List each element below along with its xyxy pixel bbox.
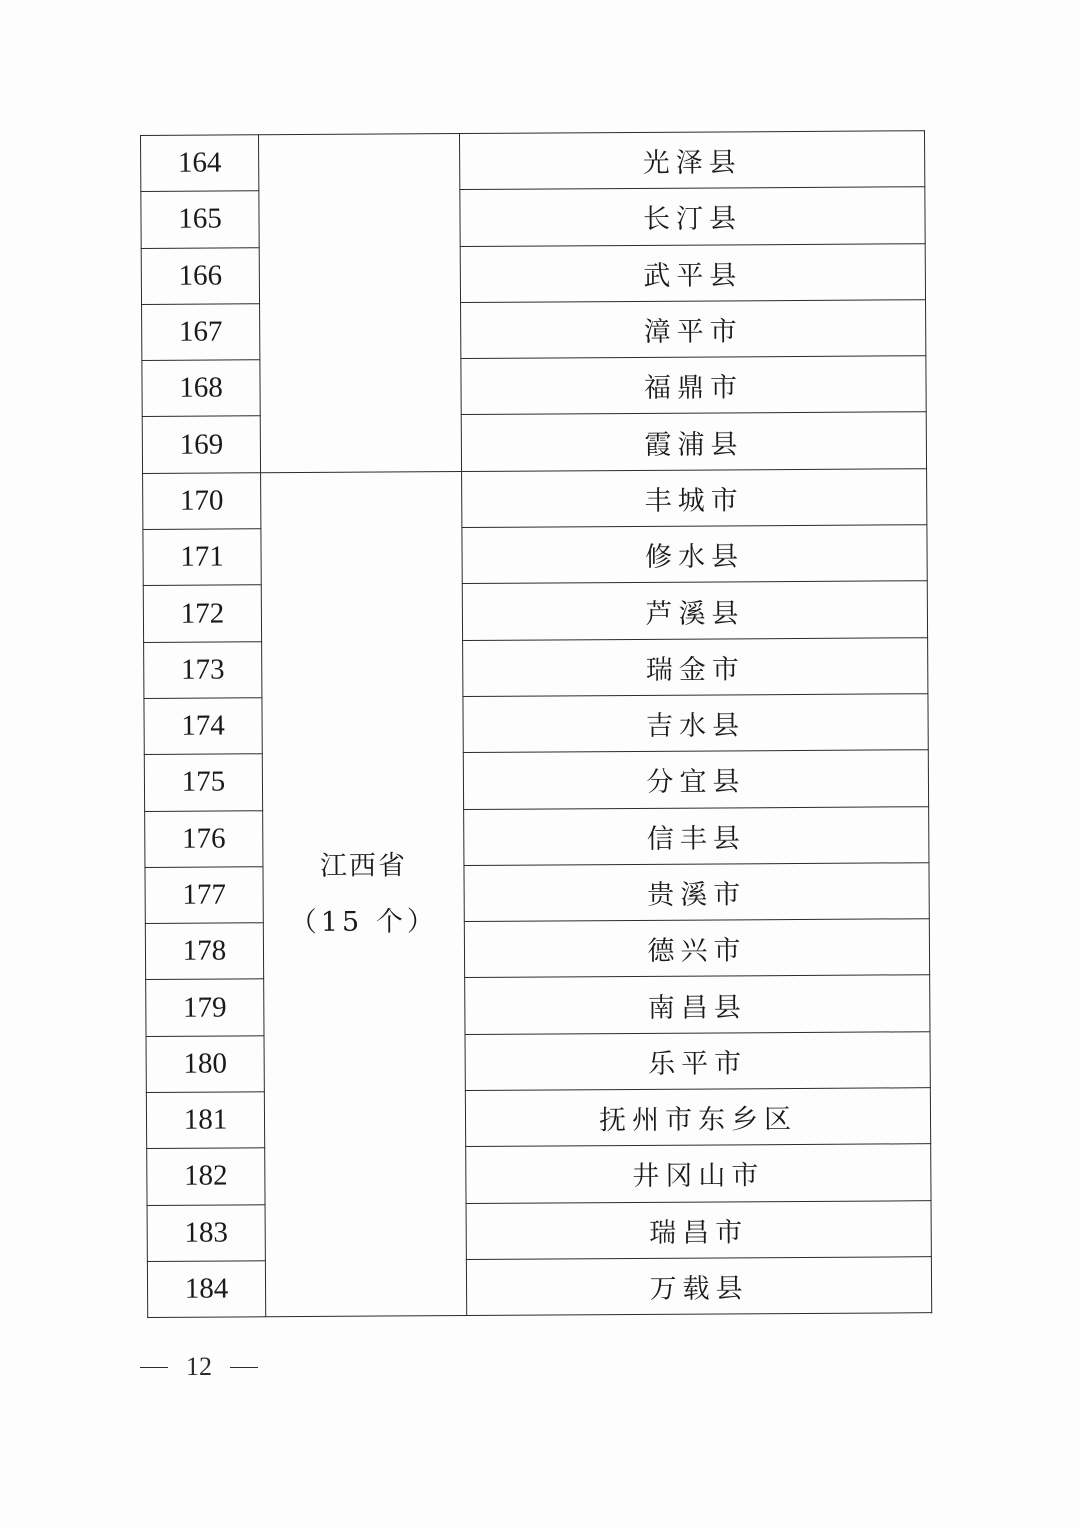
row-number: 174 [144, 698, 262, 755]
county-name: 瑞昌市 [466, 1200, 931, 1259]
table-row [144, 637, 928, 698]
row-number: 175 [144, 754, 262, 811]
row-number: 166 [141, 247, 259, 304]
table-row [143, 581, 927, 642]
row-number: 184 [147, 1261, 265, 1318]
county-table [140, 130, 932, 1318]
table-row [143, 468, 927, 529]
county-name: 霞浦县 [461, 412, 926, 471]
row-number: 167 [142, 304, 260, 361]
row-number: 171 [143, 529, 261, 586]
table-row [144, 750, 928, 811]
table-row [146, 975, 930, 1036]
row-number: 183 [147, 1204, 265, 1261]
table-row [145, 863, 929, 924]
table-row [146, 1088, 930, 1149]
table-row [145, 806, 929, 867]
county-name: 贵溪市 [464, 863, 929, 922]
county-name: 漳平市 [461, 300, 926, 359]
footer-dash-right [230, 1367, 258, 1368]
row-number: 169 [142, 416, 260, 473]
county-name: 丰城市 [462, 468, 927, 527]
row-number: 179 [146, 979, 264, 1036]
table-row [147, 1144, 931, 1205]
county-name: 光泽县 [459, 131, 924, 190]
county-name: 信丰县 [464, 806, 929, 865]
page-number: 12 [186, 1352, 212, 1381]
table-row [146, 1031, 930, 1092]
province-cell [261, 471, 467, 1317]
county-name: 井冈山市 [466, 1144, 931, 1203]
table-row [147, 1200, 931, 1261]
page-footer [140, 1352, 258, 1382]
table-row [141, 243, 925, 304]
row-number: 173 [144, 641, 262, 698]
table-row [142, 356, 926, 417]
row-number: 178 [145, 923, 263, 980]
county-name: 分宜县 [463, 750, 928, 809]
county-name: 长汀县 [460, 187, 925, 246]
county-name: 乐平市 [465, 1031, 930, 1090]
province-county-count: （15 个） [289, 905, 438, 938]
table-row [145, 919, 929, 980]
table-row [142, 300, 926, 361]
row-number: 168 [142, 360, 260, 417]
county-name: 万载县 [466, 1257, 931, 1316]
row-number: 180 [146, 1036, 264, 1093]
province-cell-continued [259, 134, 462, 473]
county-name: 瑞金市 [463, 637, 928, 696]
table-row [142, 412, 926, 473]
county-name: 抚州市东乡区 [465, 1088, 930, 1147]
row-number: 165 [141, 191, 259, 248]
county-name: 南昌县 [465, 975, 930, 1034]
county-name: 吉水县 [463, 694, 928, 753]
county-name: 芦溪县 [462, 581, 927, 640]
row-number: 177 [145, 867, 263, 924]
footer-dash-left [140, 1367, 168, 1368]
row-number: 164 [141, 135, 259, 192]
table-row [147, 1257, 931, 1318]
county-table-body [141, 131, 932, 1318]
row-number: 182 [147, 1148, 265, 1205]
row-number: 172 [143, 585, 261, 642]
county-name: 德兴市 [464, 919, 929, 978]
row-number: 170 [143, 473, 261, 530]
county-name: 武平县 [460, 243, 925, 302]
province-name: 江西省 [319, 849, 408, 882]
county-name: 福鼎市 [461, 356, 926, 415]
row-number: 181 [146, 1092, 264, 1149]
row-number: 176 [145, 810, 263, 867]
county-table-wrapper [140, 130, 932, 1318]
table-row [143, 525, 927, 586]
table-row [141, 187, 925, 248]
table-row [144, 694, 928, 755]
county-name: 修水县 [462, 525, 927, 584]
table-row [141, 131, 925, 192]
